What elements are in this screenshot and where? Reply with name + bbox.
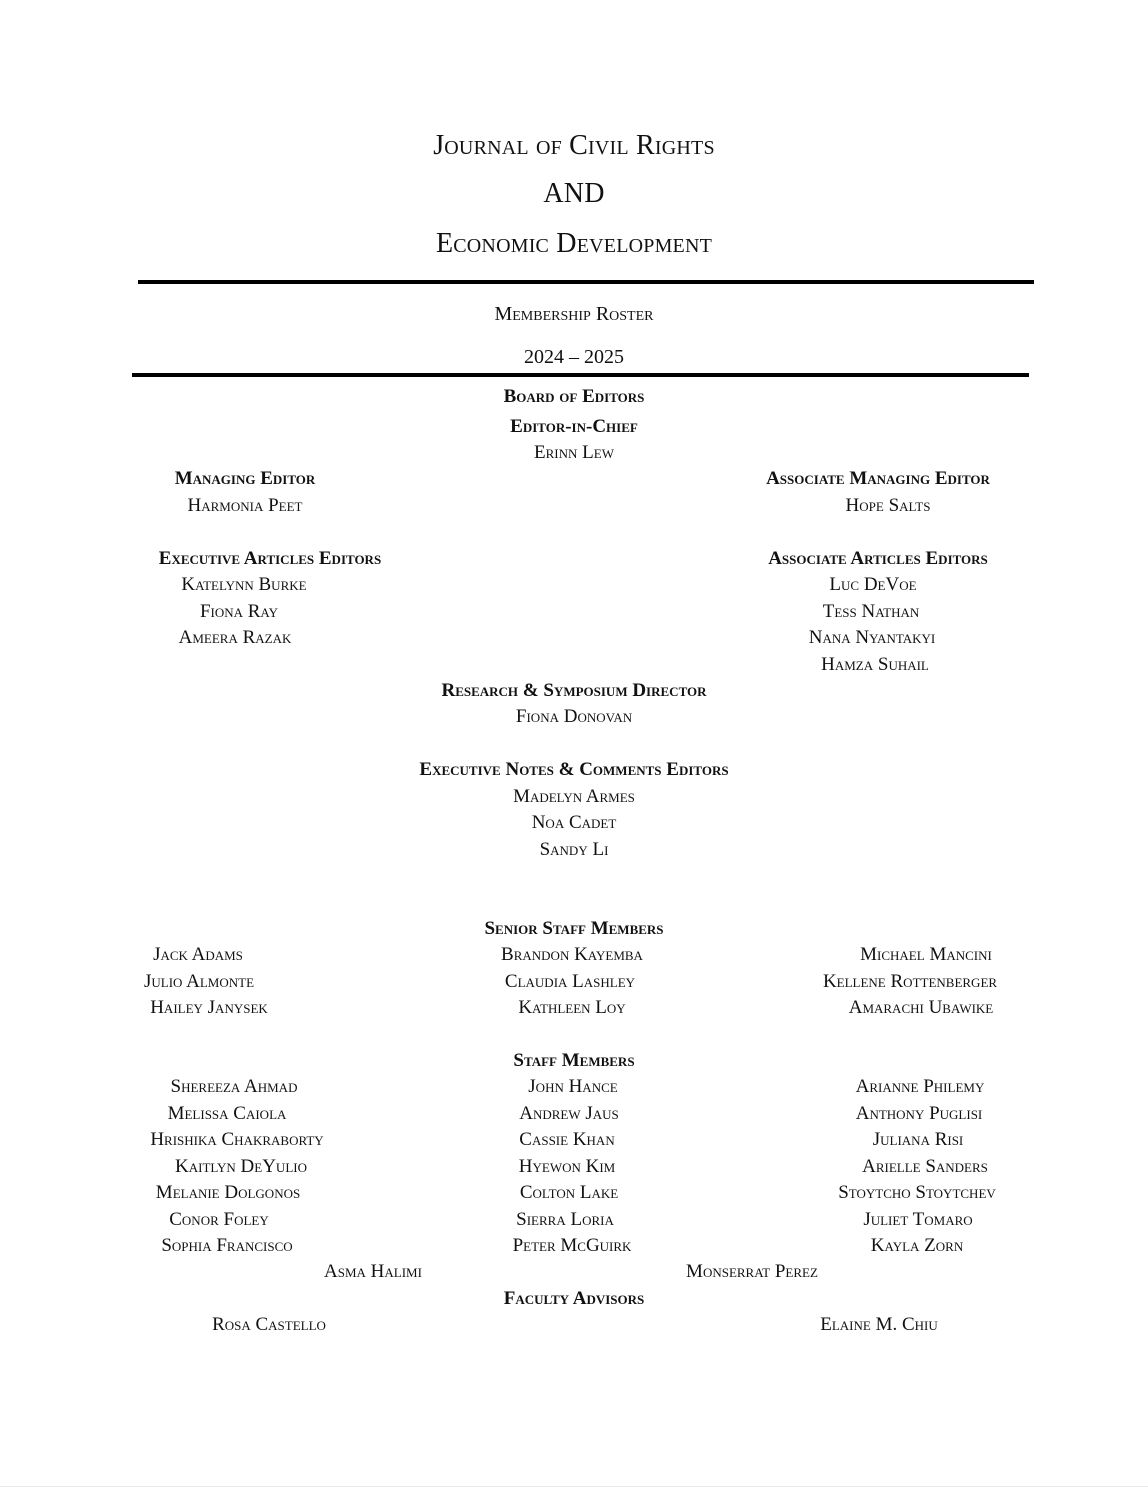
senior-staff-title: Senior Staff Members — [484, 918, 664, 939]
exec-notes-title: Executive Notes & Comments Editors — [419, 759, 729, 780]
staff-name: Hyewon Kim — [518, 1156, 616, 1177]
assoc-managing-editor-name: Hope Salts — [845, 495, 931, 516]
roster-years: 2024 – 2025 — [524, 346, 624, 368]
staff-title: Staff Members — [513, 1050, 635, 1071]
journal-title-line-1: Journal of Civil Rights — [433, 130, 715, 161]
research-director-name: Fiona Donovan — [515, 706, 633, 727]
assoc-articles-title: Associate Articles Editors — [768, 548, 988, 569]
staff-name: Asma Halimi — [324, 1261, 422, 1282]
staff-name: Melanie Dolgonos — [155, 1182, 301, 1203]
exec-notes-name: Madelyn Armes — [513, 786, 635, 807]
staff-name: Peter McGuirk — [512, 1235, 632, 1256]
staff-name: Juliet Tomaro — [863, 1209, 973, 1230]
staff-name: Hrishika Chakraborty — [150, 1129, 324, 1150]
staff-name: Sierra Loria — [516, 1209, 614, 1230]
senior-staff-name: Kellene Rottenberger — [822, 971, 998, 992]
assoc-articles-name: Luc DeVoe — [829, 574, 917, 595]
senior-staff-name: Hailey Janysek — [150, 997, 268, 1018]
journal-title-line-3: Economic Development — [435, 228, 713, 259]
senior-staff-name: Michael Mancini — [860, 944, 992, 965]
page-edge — [0, 1486, 1148, 1487]
staff-name: Conor Foley — [169, 1209, 269, 1230]
managing-editor-name: Harmonia Peet — [187, 495, 303, 516]
senior-staff-name: Claudia Lashley — [504, 971, 636, 992]
exec-notes-name: Sandy Li — [539, 839, 609, 860]
staff-name: Juliana Risi — [872, 1129, 964, 1150]
top-rule — [138, 280, 1034, 284]
senior-staff-name: Jack Adams — [153, 944, 243, 965]
exec-articles-title: Executive Articles Editors — [158, 548, 382, 569]
staff-name: Anthony Puglisi — [855, 1103, 983, 1124]
senior-staff-name: Amarachi Ubawike — [848, 997, 994, 1018]
senior-staff-name: Brandon Kayemba — [501, 944, 643, 965]
journal-title-line-2: AND — [543, 178, 605, 209]
staff-name: Arianne Philemy — [855, 1076, 985, 1097]
senior-staff-name: Julio Almonte — [143, 971, 255, 992]
staff-name: Melissa Caiola — [167, 1103, 287, 1124]
assoc-managing-editor-title: Associate Managing Editor — [766, 468, 990, 489]
exec-notes-name: Noa Cadet — [531, 812, 617, 833]
staff-name: Kayla Zorn — [870, 1235, 964, 1256]
research-director-title: Research & Symposium Director — [441, 680, 707, 701]
staff-name: Shereeza Ahmad — [170, 1076, 298, 1097]
bottom-rule — [132, 373, 1029, 377]
staff-name: Monserrat Perez — [686, 1261, 818, 1282]
faculty-advisor-name: Rosa Castello — [212, 1314, 326, 1335]
staff-name: Colton Lake — [519, 1182, 619, 1203]
exec-articles-name: Katelynn Burke — [181, 574, 307, 595]
roster-title: Membership Roster — [494, 303, 654, 325]
staff-name: Kaitlyn DeYulio — [175, 1156, 307, 1177]
eic-name: Erinn Lew — [534, 442, 614, 463]
staff-name: Sophia Francisco — [161, 1235, 293, 1256]
assoc-articles-name: Hamza Suhail — [821, 654, 929, 675]
assoc-articles-name: Tess Nathan — [822, 601, 920, 622]
staff-name: Stoytcho Stoytchev — [838, 1182, 996, 1203]
staff-name: Cassie Khan — [519, 1129, 615, 1150]
senior-staff-name: Kathleen Loy — [518, 997, 626, 1018]
staff-name: Arielle Sanders — [862, 1156, 988, 1177]
assoc-articles-name: Nana Nyantakyi — [808, 627, 936, 648]
managing-editor-title: Managing Editor — [174, 468, 316, 489]
staff-name: John Hance — [528, 1076, 618, 1097]
board-heading: Board of Editors — [503, 386, 645, 407]
faculty-advisor-name: Elaine M. Chiu — [820, 1314, 938, 1335]
faculty-advisors-title: Faculty Advisors — [503, 1288, 645, 1309]
eic-title: Editor-in-Chief — [510, 416, 638, 437]
staff-name: Andrew Jaus — [519, 1103, 619, 1124]
exec-articles-name: Ameera Razak — [178, 627, 292, 648]
exec-articles-name: Fiona Ray — [199, 601, 279, 622]
